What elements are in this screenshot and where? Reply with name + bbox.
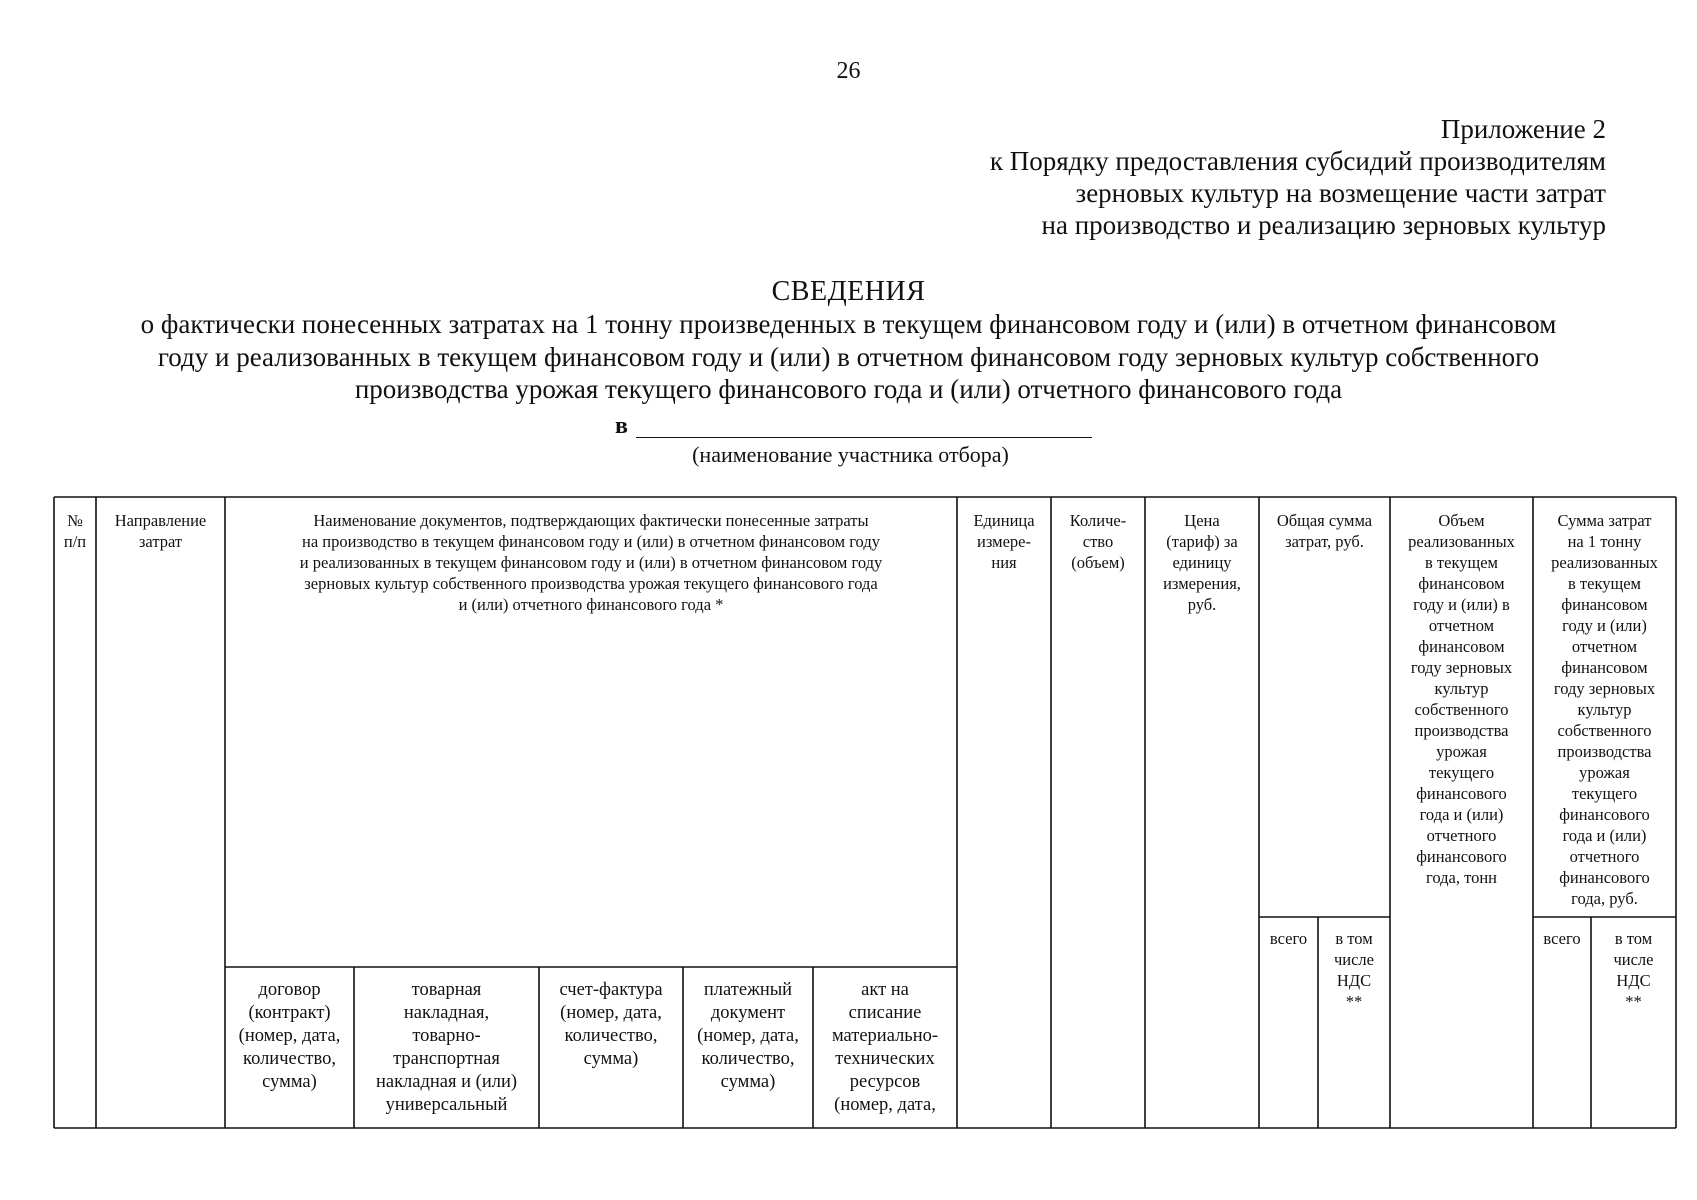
header-volume: Объем реализованных в текущем финансовом году и (или) в отчетном финансовом году зерновых культур собственного производства урожая текущего финансового года и (или) отчетного финансового года, тонн — [1408, 511, 1515, 887]
subheader-waybill: товарная накладная, товарно- транспортная накладная и (или) универсальный — [375, 980, 518, 1115]
subheader-payment: платежный документ (номер, дата, количество, сумма) — [697, 980, 799, 1092]
header-unit: Единица измере- ния — [973, 511, 1035, 572]
subtitle-line: о фактически понесенных затратах на 1 тонну произведенных в текущем финансовом году и (или) в отчетном финансовом — [140, 309, 1557, 339]
subheader-contract: договор (контракт) (номер, дата, количество, сумма) — [238, 980, 341, 1092]
subheader-per-ton-vat: в том числе НДС ** — [1613, 929, 1654, 1011]
header-documents: Наименование документов, подтверждающих фактически понесенные затраты на производство в текущем финансовом году и (или) в отчетном финансовом году и реализованных в текущем финансовом году и (или) в отчетном финансовом году зерновых культур собственного производства урожая текущего финансового года и (или) отчетного финансового года * — [299, 511, 883, 614]
appendix-line: Приложение 2 — [1440, 114, 1606, 144]
header-total: Общая сумма затрат, руб. — [1276, 511, 1373, 551]
page-number: 26 — [836, 58, 861, 84]
header-num: № п/п — [63, 511, 87, 551]
document-title: СВЕДЕНИЯ — [771, 276, 926, 307]
appendix-block — [990, 113, 1606, 241]
subheader-total-all: всего — [1269, 929, 1308, 948]
header-direction: Направление затрат — [114, 511, 207, 551]
document-subtitle — [90, 308, 1607, 406]
subheader-per-ton-all: всего — [1543, 929, 1581, 948]
subtitle-line: производства урожая текущего финансового года и (или) отчетного финансового года — [354, 374, 1343, 404]
participant-caption: (наименование участника отбора) — [692, 442, 1009, 467]
subheader-invoice: счет-фактура (номер, дата, количество, сумма) — [559, 980, 663, 1069]
appendix-line: зерновых культур на возмещение части затрат — [1075, 178, 1606, 208]
appendix-line: на производство и реализацию зерновых культур — [1041, 210, 1606, 240]
participant-prefix: в — [615, 413, 628, 439]
header-quantity: Количе- ство (объем) — [1069, 511, 1127, 572]
subheader-total-vat: в том числе НДС ** — [1333, 929, 1374, 1011]
subtitle-line: году и реализованных в текущем финансовом году и (или) в отчетном финансовом году зерновых культур собственного — [157, 341, 1540, 372]
participant-name-line[interactable] — [636, 437, 1092, 438]
appendix-line: к Порядку предоставления субсидий производителям — [989, 146, 1606, 176]
header-per-ton: Сумма затрат на 1 тонну реализованных в текущем финансовом году и (или) отчетном финансовом году зерновых культур собственного производства урожая текущего финансового года и (или) отчетного финансового года, руб. — [1551, 511, 1658, 908]
header-price: Цена (тариф) за единицу измерения, руб. — [1163, 511, 1241, 614]
subheader-writeoff: акт на списание материально- технических ресурсов (номер, дата, — [831, 980, 939, 1115]
